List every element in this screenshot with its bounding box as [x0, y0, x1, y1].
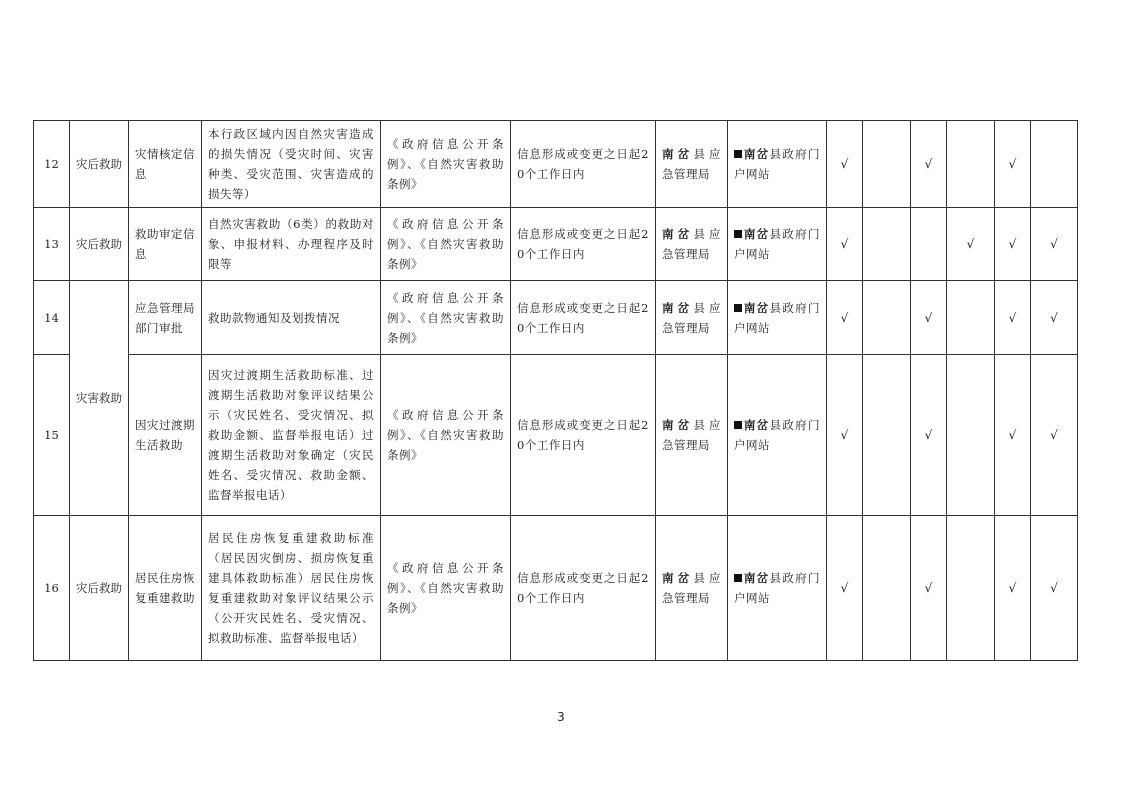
subject-cell: [656, 121, 728, 208]
check-mark: [863, 121, 911, 208]
channel-cell: [728, 208, 827, 281]
channel-cell: [728, 516, 827, 661]
check-mark: √: [911, 121, 947, 208]
content-cell: 救助款物通知及划拨情况: [202, 281, 381, 355]
channel-name: 南岔: [743, 227, 770, 241]
subject-rest: 县应急管理局: [662, 227, 722, 261]
category-cell: 灾后救助: [70, 516, 129, 661]
channel-name: 南岔: [743, 147, 770, 161]
check-mark: √: [995, 208, 1031, 281]
item-cell: 应急管理局部门审批: [129, 281, 202, 355]
check-mark: √: [827, 121, 863, 208]
check-mark: √: [1031, 355, 1078, 516]
check-mark: [947, 121, 995, 208]
check-mark: √: [1031, 516, 1078, 661]
basis-cell: 《政府信息公开条例》、《自然灾害救助条例》: [381, 121, 511, 208]
check-mark: [863, 281, 911, 355]
time-limit-cell: 信息形成或变更之日起20个工作日内: [511, 121, 656, 208]
item-cell: 灾情核定信息: [129, 121, 202, 208]
category-cell: 灾后救助: [70, 208, 129, 281]
subject-cell: [656, 281, 728, 355]
row-number: 13: [34, 208, 70, 281]
channel-name: 南岔: [743, 571, 770, 585]
basis-cell: 《政府信息公开条例》、《自然灾害救助条例》: [381, 516, 511, 661]
channel-rest: 县政府门户网站: [734, 147, 820, 181]
time-limit-cell: 信息形成或变更之日起20个工作日内: [511, 281, 656, 355]
square-bullet-icon: [734, 421, 742, 429]
check-mark: √: [911, 355, 947, 516]
check-mark: √: [1031, 208, 1078, 281]
subject-name: 南岔: [662, 227, 694, 241]
check-mark: √: [995, 355, 1031, 516]
time-limit-cell: 信息形成或变更之日起20个工作日内: [511, 355, 656, 516]
basis-cell: 《政府信息公开条例》、《自然灾害救助条例》: [381, 208, 511, 281]
channel-cell: [728, 355, 827, 516]
content-cell: 因灾过渡期生活救助标准、过渡期生活救助对象评议结果公示（灾民姓名、受灾情况、拟救助金额、监督举报电话）过渡期生活救助对象确定（灾民姓名、受灾情况、救助金额、监督举报电话）: [202, 355, 381, 516]
subject-cell: [656, 516, 728, 661]
check-mark: [1031, 121, 1078, 208]
check-mark: [947, 516, 995, 661]
subject-rest: 县应急管理局: [662, 147, 722, 181]
time-limit-cell: 信息形成或变更之日起20个工作日内: [511, 208, 656, 281]
row-number: 15: [34, 355, 70, 516]
check-mark: √: [1031, 281, 1078, 355]
check-mark: [947, 355, 995, 516]
check-mark: √: [995, 121, 1031, 208]
check-mark: √: [947, 208, 995, 281]
item-cell: 居民住房恢复重建救助: [129, 516, 202, 661]
basis-cell: 《政府信息公开条例》、《自然灾害救助条例》: [381, 281, 511, 355]
table-row: [34, 516, 1078, 661]
square-bullet-icon: [734, 304, 742, 312]
subject-cell: [656, 208, 728, 281]
check-mark: √: [911, 281, 947, 355]
channel-cell: [728, 281, 827, 355]
channel-rest: 县政府门户网站: [734, 227, 820, 261]
square-bullet-icon: [734, 574, 742, 582]
item-cell: 救助审定信息: [129, 208, 202, 281]
row-number: 16: [34, 516, 70, 661]
page-number: 3: [557, 710, 565, 724]
check-mark: [911, 208, 947, 281]
check-mark: √: [827, 355, 863, 516]
channel-rest: 县政府门户网站: [734, 418, 820, 452]
subject-rest: 县应急管理局: [662, 571, 722, 605]
disclosure-table: [33, 120, 1078, 661]
check-mark: [947, 281, 995, 355]
table-row: [34, 355, 1078, 516]
check-mark: √: [827, 516, 863, 661]
time-limit-cell: 信息形成或变更之日起20个工作日内: [511, 516, 656, 661]
channel-name: 南岔: [743, 300, 770, 315]
check-mark: √: [995, 281, 1031, 355]
channel-name: 南岔: [743, 418, 770, 432]
square-bullet-icon: [734, 230, 742, 238]
category-cell: 灾后救助: [70, 121, 129, 208]
subject-name: 南岔: [662, 147, 694, 161]
content-cell: 自然灾害救助（6类）的救助对象、申报材料、办理程序及时限等: [202, 208, 381, 281]
table-row: [34, 121, 1078, 208]
channel-cell: [728, 121, 827, 208]
check-mark: [863, 516, 911, 661]
row-number: 14: [34, 281, 70, 355]
channel-rest: 县政府门户网站: [734, 300, 820, 335]
subject-name: 南岔: [662, 418, 694, 432]
check-mark: √: [911, 516, 947, 661]
square-bullet-icon: [734, 150, 742, 158]
basis-cell: 《政府信息公开条例》、《自然灾害救助条例》: [381, 355, 511, 516]
table-row: [34, 208, 1078, 281]
subject-rest: 县应急管理局: [662, 418, 722, 452]
check-mark: [863, 208, 911, 281]
category-cell: 灾害救助: [70, 281, 129, 516]
check-mark: √: [995, 516, 1031, 661]
check-mark: √: [827, 281, 863, 355]
item-cell: 因灾过渡期生活救助: [129, 355, 202, 516]
check-mark: [863, 355, 911, 516]
row-number: 12: [34, 121, 70, 208]
subject-name: 南岔: [662, 571, 694, 585]
content-cell: 本行政区域内因自然灾害造成的损失情况（受灾时间、灾害种类、受灾范围、灾害造成的损失等）: [202, 121, 381, 208]
table-row: [34, 281, 1078, 355]
subject-cell: [656, 355, 728, 516]
check-mark: √: [827, 208, 863, 281]
content-cell: 居民住房恢复重建救助标准（居民因灾倒房、损房恢复重建具体救助标准）居民住房恢复重建救助对象评议结果公示（公开灾民姓名、受灾情况、拟救助标准、监督举报电话）: [202, 516, 381, 661]
subject-rest: 县应急管理局: [662, 300, 722, 335]
channel-rest: 县政府门户网站: [734, 571, 820, 605]
subject-name: 南岔: [662, 300, 694, 315]
